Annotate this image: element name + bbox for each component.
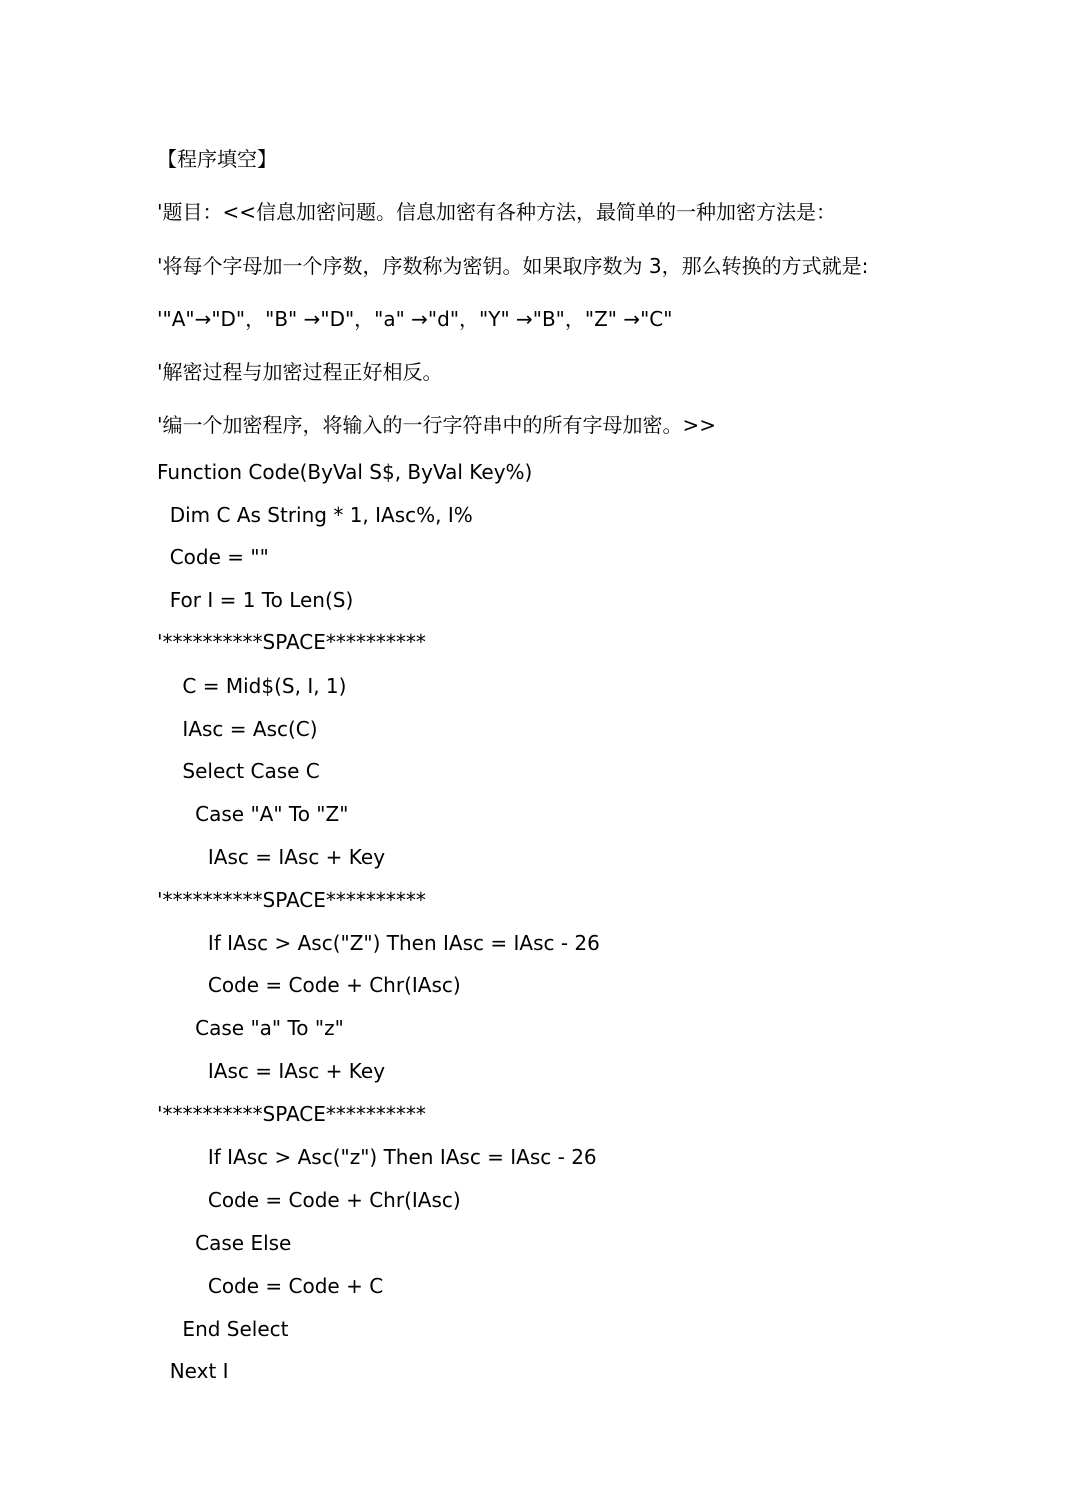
space-marker: '**********SPACE********** bbox=[157, 630, 426, 654]
document-title: 【程序填空】 bbox=[157, 147, 277, 171]
code-line: Function Code(ByVal S$, ByVal Key%) bbox=[157, 460, 533, 484]
code-line: Next I bbox=[157, 1359, 229, 1383]
space-marker: '**********SPACE********** bbox=[157, 888, 426, 912]
comment-line: '题目：<<信息加密问题。信息加密有各种方法，最简单的一种加密方法是： bbox=[157, 200, 837, 224]
code-line: IAsc = IAsc + Key bbox=[157, 845, 386, 869]
code-line: If IAsc > Asc("Z") Then IAsc = IAsc - 26 bbox=[157, 931, 600, 955]
code-line: C = Mid$(S, I, 1) bbox=[157, 674, 347, 698]
code-line: IAsc = Asc(C) bbox=[157, 717, 318, 741]
code-line: Code = Code + Chr(IAsc) bbox=[157, 973, 461, 997]
code-line: Case "a" To "z" bbox=[157, 1016, 344, 1040]
comment-line: '编一个加密程序，将输入的一行字符串中的所有字母加密。>> bbox=[157, 413, 717, 437]
code-line: If IAsc > Asc("z") Then IAsc = IAsc - 26 bbox=[157, 1145, 597, 1169]
code-line: Case "A" To "Z" bbox=[157, 802, 349, 826]
comment-line: '解密过程与加密过程正好相反。 bbox=[157, 360, 443, 384]
code-line: IAsc = IAsc + Key bbox=[157, 1059, 386, 1083]
code-line: End Select bbox=[157, 1317, 289, 1341]
comment-line: '"A"→"D"，"B" →"D"，"a" →"d"，"Y" →"B"，"Z" →"C" bbox=[157, 307, 673, 331]
code-line: Code = Code + Chr(IAsc) bbox=[157, 1188, 461, 1212]
code-line: For I = 1 To Len(S) bbox=[157, 588, 354, 612]
code-line: Code = Code + C bbox=[157, 1274, 384, 1298]
code-line: Select Case C bbox=[157, 759, 320, 783]
code-line: Case Else bbox=[157, 1231, 292, 1255]
code-line: Code = "" bbox=[157, 545, 269, 569]
comment-line: '将每个字母加一个序数，序数称为密钥。如果取序数为 3，那么转换的方式就是: bbox=[157, 254, 869, 278]
space-marker: '**********SPACE********** bbox=[157, 1102, 426, 1126]
code-line: Dim C As String * 1, IAsc%, I% bbox=[157, 503, 473, 527]
